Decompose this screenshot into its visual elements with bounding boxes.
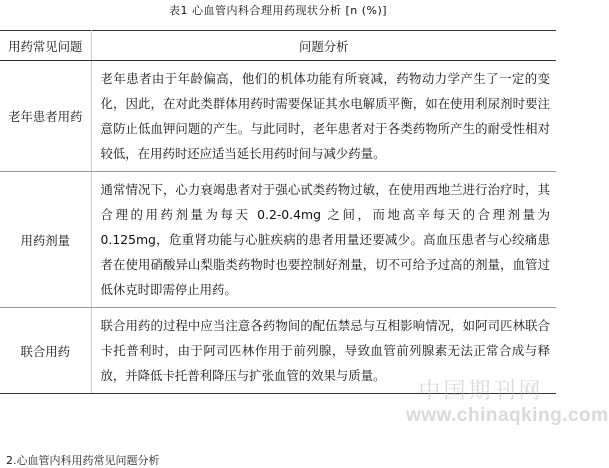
watermark-url: www.chinaqking.com [406,405,609,426]
row-category: 老年患者用药 [0,61,91,172]
row-analysis: 老年患者由于年龄偏高，他们的机体功能有所衰减，药物动力学产生了一定的变化，因此，在对此类群体用药时需要保证其水电解质平衡，如在使用利尿剂时要注意防止低血钾问题的产生。与此同时，老年患者对于各类药物所产生的耐受性相对较低，在用药时还应适当延长用药时间与减少药量。 [91,61,556,172]
section-heading: 2.心血管内科用药常见问题分析 [6,454,160,467]
table-row [0,61,556,172]
table-header-row [0,31,556,61]
table-caption: 表1 心血管内科合理用药现状分析 [n (%)] [168,4,388,17]
row-category: 联合用药 [0,308,91,394]
watermark-chinese: 中国期刊网 [418,379,544,404]
row-category: 用药剂量 [0,172,91,308]
column-header-analysis: 问题分析 [91,31,556,61]
table-row [0,308,556,394]
medication-analysis-table [0,30,556,394]
row-analysis: 联合用药的过程中应当注意各药物间的配伍禁忌与互相影响情况，如阿司匹林联合卡托普利时，由于阿司匹林作用于前列腺，导致血管前列腺素无法正常合成与释放，并降低卡托普利降压与扩张血管的效果与质量。 [91,308,556,394]
table-row [0,172,556,308]
column-header-problem: 用药常见问题 [0,31,91,61]
row-analysis: 通常情况下，心力衰竭患者对于强心甙类药物过敏，在使用西地兰进行治疗时，其合理的用药剂量为每天 0.2-0.4mg 之间，而地高辛每天的合理剂量为 0.125mg，危重肾功能与心脏疾病的患者用量还要减少。高血压患者与心绞痛患者在使用硝酸异山梨脂类药物时也要控制好剂量，切不可给予过高的剂量，血管过低休克时即需停止用药。 [91,172,556,308]
